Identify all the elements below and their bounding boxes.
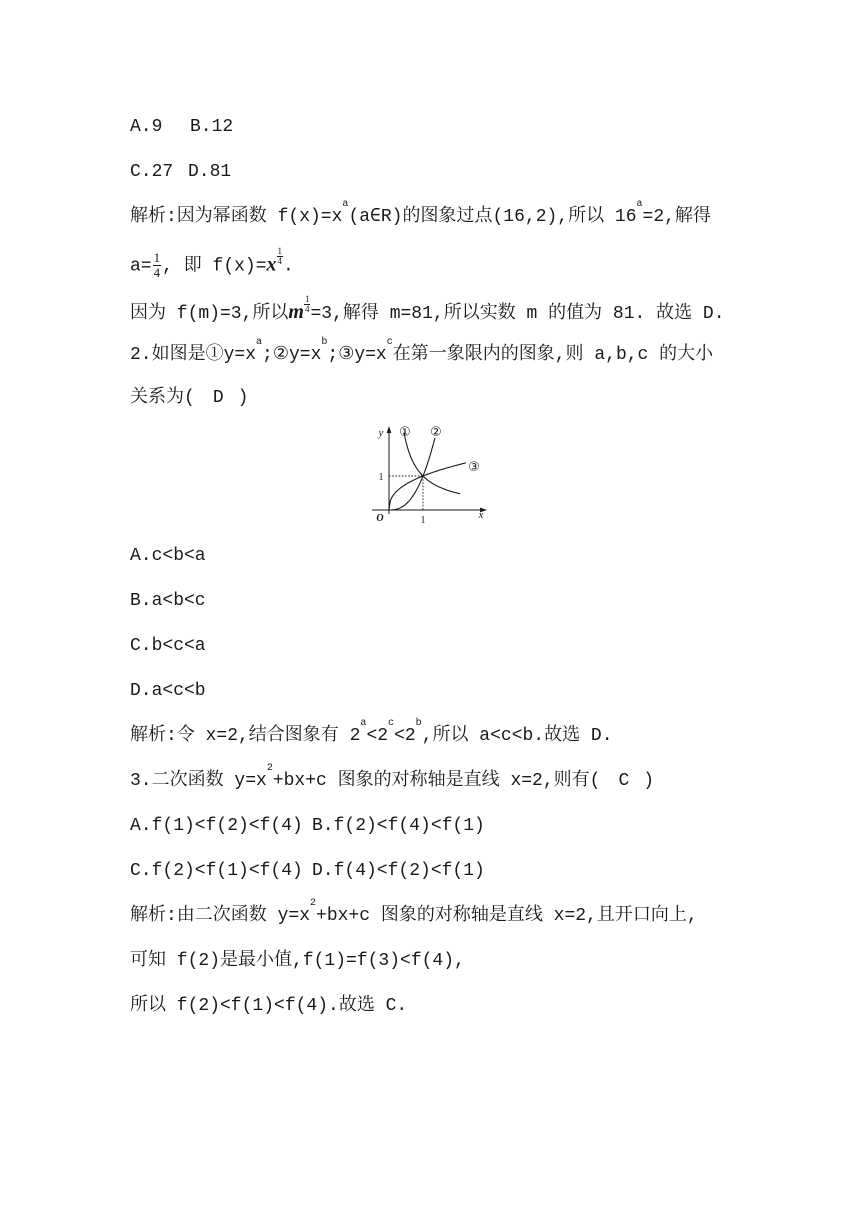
stem-text: +bx+c 图象的对称轴是直线 x=2,则有(	[272, 771, 601, 791]
curve-2-label: ②	[430, 425, 442, 440]
q1-analysis-line-3	[130, 294, 725, 324]
answer-letter: C	[618, 771, 630, 791]
q1-analysis-line-1	[130, 199, 711, 229]
q3-stem	[130, 763, 655, 793]
fraction-exponent	[304, 295, 311, 314]
q1-analysis-line-2	[130, 246, 294, 280]
q1-option-d: D.81	[188, 162, 232, 182]
q2-option-c: C.b<c<a	[130, 636, 206, 656]
exponent: 2	[266, 763, 273, 774]
stem-text: )	[237, 388, 249, 408]
q2-option-d: D.a<c<b	[130, 681, 206, 701]
fraction-numerator: 1	[153, 250, 161, 265]
stem-text: 2.如图是①y=x	[130, 345, 257, 365]
fraction-exponent	[277, 247, 284, 266]
analysis-text: (a∈R)的图象过点(16,2),所以 16	[348, 207, 637, 227]
exponent: a	[256, 337, 263, 348]
fraction-numerator: 1	[277, 246, 283, 257]
y-axis-label: y	[378, 427, 384, 439]
analysis-text: 解析:因为幂函数 f(x)=x	[130, 207, 343, 227]
q2-stem-line-1	[130, 337, 714, 367]
q3-options-row-2	[130, 859, 485, 883]
stem-text: 在第一象限内的图象,则 a,b,c 的大小	[392, 345, 714, 365]
q1-option-b: B.12	[190, 117, 234, 137]
q1-option-a: A.9	[130, 117, 163, 137]
q3-option-a: A.f(1)<f(2)<f(4)	[130, 816, 303, 836]
math-variable: m	[288, 301, 304, 323]
stem-text: 关系为(	[130, 388, 195, 408]
analysis-text: .	[283, 256, 294, 277]
analysis-text: , 即 f(x)=	[162, 256, 267, 277]
q3-option-d: D.f(4)<f(2)<f(1)	[312, 861, 485, 881]
q3-options-row-1	[130, 814, 485, 838]
exponent: a	[636, 199, 643, 210]
stem-text: ;②y=x	[262, 345, 322, 365]
fraction-denominator: 4	[277, 256, 283, 267]
curve-1	[404, 433, 460, 494]
x-axis-label: x	[478, 509, 484, 521]
analysis-text: =2,解得	[642, 207, 711, 227]
q2-option-b: B.a<b<c	[130, 591, 206, 611]
fraction-numerator: 1	[304, 294, 310, 304]
y-tick-label: 1	[378, 472, 384, 483]
x-tick-label: 1	[420, 515, 426, 526]
q3-option-b: B.f(2)<f(4)<f(1)	[312, 816, 485, 836]
answer-letter: D	[212, 388, 224, 408]
analysis-text: <2	[394, 726, 416, 746]
analysis-text: =3,解得 m=81,所以实数 m 的值为 81. 故选 D.	[310, 304, 725, 324]
exponent: c	[388, 718, 395, 729]
analysis-text: 因为 f(m)=3,所以	[130, 304, 289, 324]
fraction-denominator: 4	[304, 304, 310, 314]
origin-label: O	[376, 513, 384, 524]
analysis-text: ,所以 a<c<b.故选 D.	[421, 726, 613, 746]
fraction-denominator: 4	[153, 265, 161, 280]
stem-text: ;③y=x	[327, 345, 387, 365]
analysis-text: +bx+c 图象的对称轴是直线 x=2,且开口向上,	[316, 906, 698, 926]
q2-stem-line-2	[130, 386, 248, 410]
curve-1-label: ①	[399, 425, 411, 440]
exponent: c	[386, 337, 393, 348]
q2-option-a: A.c<b<a	[130, 546, 206, 566]
math-variable: x	[266, 253, 277, 276]
q3-option-c: C.f(2)<f(1)<f(4)	[130, 861, 303, 881]
q1-options-row-1	[130, 115, 234, 139]
analysis-text: a=	[130, 256, 152, 277]
stem-text: )	[643, 771, 655, 791]
exponent: b	[415, 718, 422, 729]
analysis-text: <2	[366, 726, 389, 746]
q1-options-row-2	[130, 160, 232, 184]
analysis-text: 解析:令 x=2,结合图象有 2	[130, 726, 361, 746]
curve-3-label: ③	[468, 460, 480, 475]
exponent: 2	[310, 898, 317, 909]
fraction	[153, 251, 162, 280]
exponent: a	[342, 199, 349, 210]
power-functions-graph	[360, 420, 500, 530]
exponent: a	[360, 718, 367, 729]
exponent: b	[321, 337, 328, 348]
q2-analysis	[130, 718, 613, 748]
q1-option-c: C.27	[130, 162, 174, 182]
y-axis-arrow	[387, 426, 392, 433]
q3-analysis-line-2: 可知 f(2)是最小值,f(1)=f(3)<f(4),	[130, 951, 465, 971]
curve-3	[389, 463, 466, 510]
q3-analysis-line-1	[130, 898, 698, 928]
stem-text: 3.二次函数 y=x	[130, 771, 267, 791]
q3-analysis-line-3: 所以 f(2)<f(1)<f(4).故选 C.	[130, 996, 408, 1016]
analysis-text: 解析:由二次函数 y=x	[130, 906, 311, 926]
